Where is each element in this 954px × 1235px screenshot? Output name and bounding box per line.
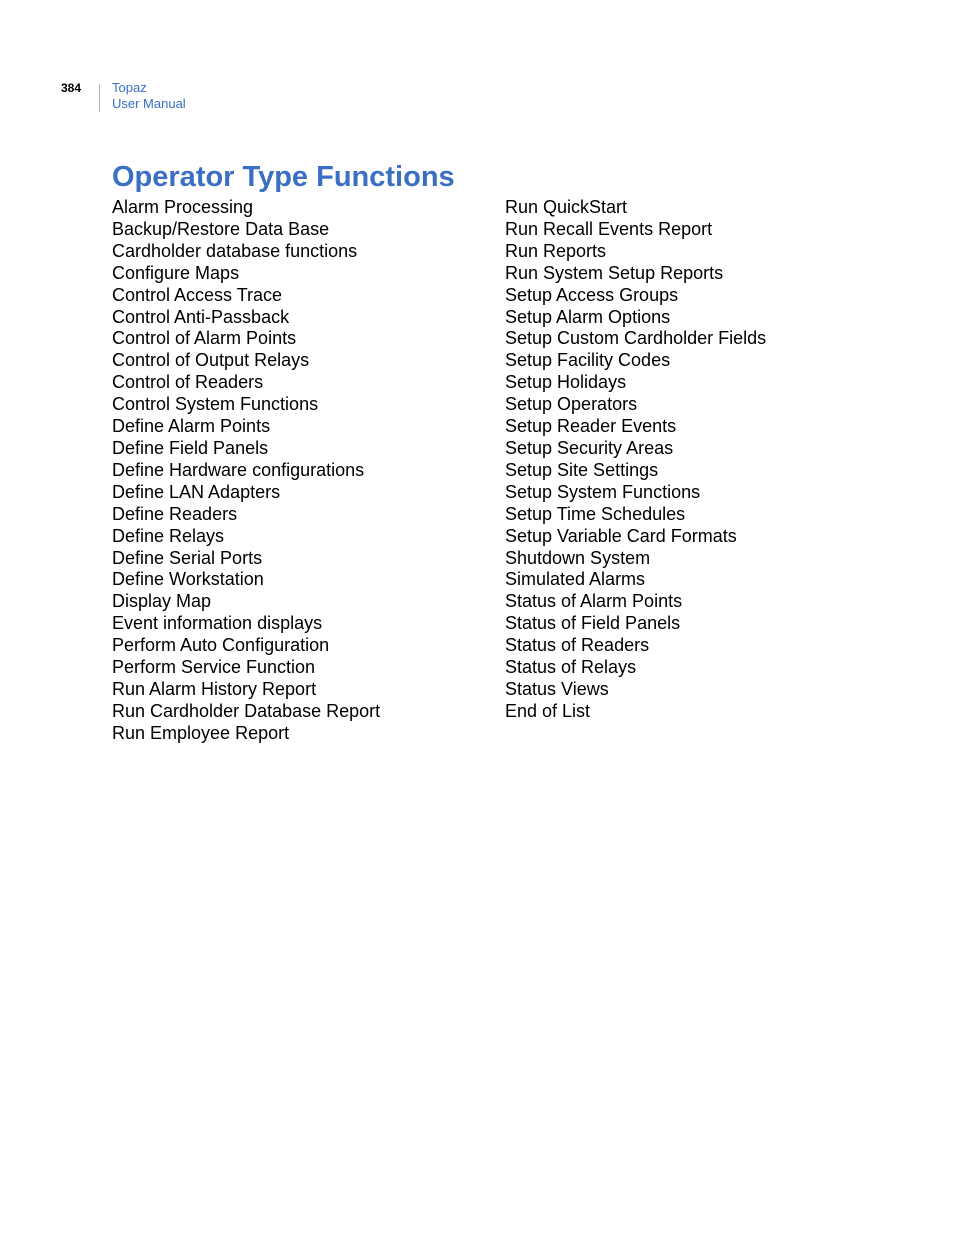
- function-list-item: Setup Alarm Options: [505, 306, 671, 327]
- function-list-item: Control Access Trace: [112, 284, 283, 305]
- function-list-item: Status Views: [505, 678, 609, 699]
- function-list-item: Setup Variable Card Formats: [505, 525, 737, 546]
- function-list-item: Run QuickStart: [505, 197, 628, 217]
- function-list-item: Setup Site Settings: [505, 459, 659, 480]
- function-list-item: Setup Security Areas: [505, 437, 674, 458]
- function-list-item: End of List: [505, 700, 591, 721]
- function-list-item: Run Cardholder Database Report: [112, 700, 381, 721]
- function-list-item: Setup Custom Cardholder Fields: [505, 328, 767, 349]
- function-list-item: Run Alarm History Report: [112, 678, 317, 699]
- function-list-item: Cardholder database functions: [112, 240, 358, 261]
- function-list-item: Run System Setup Reports: [505, 262, 724, 283]
- function-list-item: Define Hardware configurations: [112, 459, 365, 480]
- function-list-item: Run Recall Events Report: [505, 218, 713, 239]
- function-list-item: Event information displays: [112, 613, 323, 634]
- function-list-item: Define Workstation: [112, 569, 264, 590]
- function-list-item: Status of Alarm Points: [505, 591, 683, 612]
- function-list-item: Define Field Panels: [112, 437, 269, 458]
- function-list-item: Setup Operators: [505, 394, 638, 415]
- function-list-item: Control of Readers: [112, 372, 264, 393]
- header-divider: [99, 84, 100, 112]
- manual-name: User Manual: [112, 96, 186, 111]
- section-title: Operator Type Functions: [112, 161, 455, 193]
- page-number: 384: [61, 81, 82, 95]
- function-list-item: Perform Auto Configuration: [112, 635, 330, 656]
- function-list-item: Define Readers: [112, 503, 238, 524]
- function-list-item: Setup Reader Events: [505, 416, 677, 437]
- function-list-item: Perform Service Function: [112, 657, 316, 678]
- function-list-item: Setup Facility Codes: [505, 350, 671, 371]
- function-list-item: Simulated Alarms: [505, 569, 646, 590]
- page-header: [0, 80, 954, 114]
- function-list-right: [505, 197, 766, 723]
- function-list-item: Setup System Functions: [505, 481, 701, 502]
- function-list-item: Control System Functions: [112, 394, 319, 415]
- function-list-item: Setup Time Schedules: [505, 503, 686, 524]
- function-list-item: Define Serial Ports: [112, 547, 263, 568]
- function-list-left: [112, 197, 380, 745]
- function-list-item: Setup Holidays: [505, 372, 627, 393]
- function-list-item: Alarm Processing: [112, 197, 254, 217]
- function-list-item: Display Map: [112, 591, 212, 612]
- function-list-item: Status of Relays: [505, 657, 637, 678]
- function-list-item: Backup/Restore Data Base: [112, 218, 330, 239]
- function-list-item: Setup Access Groups: [505, 284, 679, 305]
- running-header: [112, 80, 186, 112]
- function-list-item: Status of Readers: [505, 635, 650, 656]
- function-list-item: Status of Field Panels: [505, 613, 681, 634]
- function-list-item: Shutdown System: [505, 547, 651, 568]
- function-list-item: Configure Maps: [112, 262, 240, 283]
- function-list-item: Define LAN Adapters: [112, 481, 281, 502]
- function-list-item: Control of Output Relays: [112, 350, 310, 371]
- product-name: Topaz: [112, 80, 147, 95]
- function-list-item: Define Alarm Points: [112, 416, 271, 437]
- function-list-item: Define Relays: [112, 525, 225, 546]
- function-list-item: Run Reports: [505, 240, 607, 261]
- function-list-item: Run Employee Report: [112, 722, 290, 743]
- function-list-item: Control Anti-Passback: [112, 306, 290, 327]
- function-list-item: Control of Alarm Points: [112, 328, 297, 349]
